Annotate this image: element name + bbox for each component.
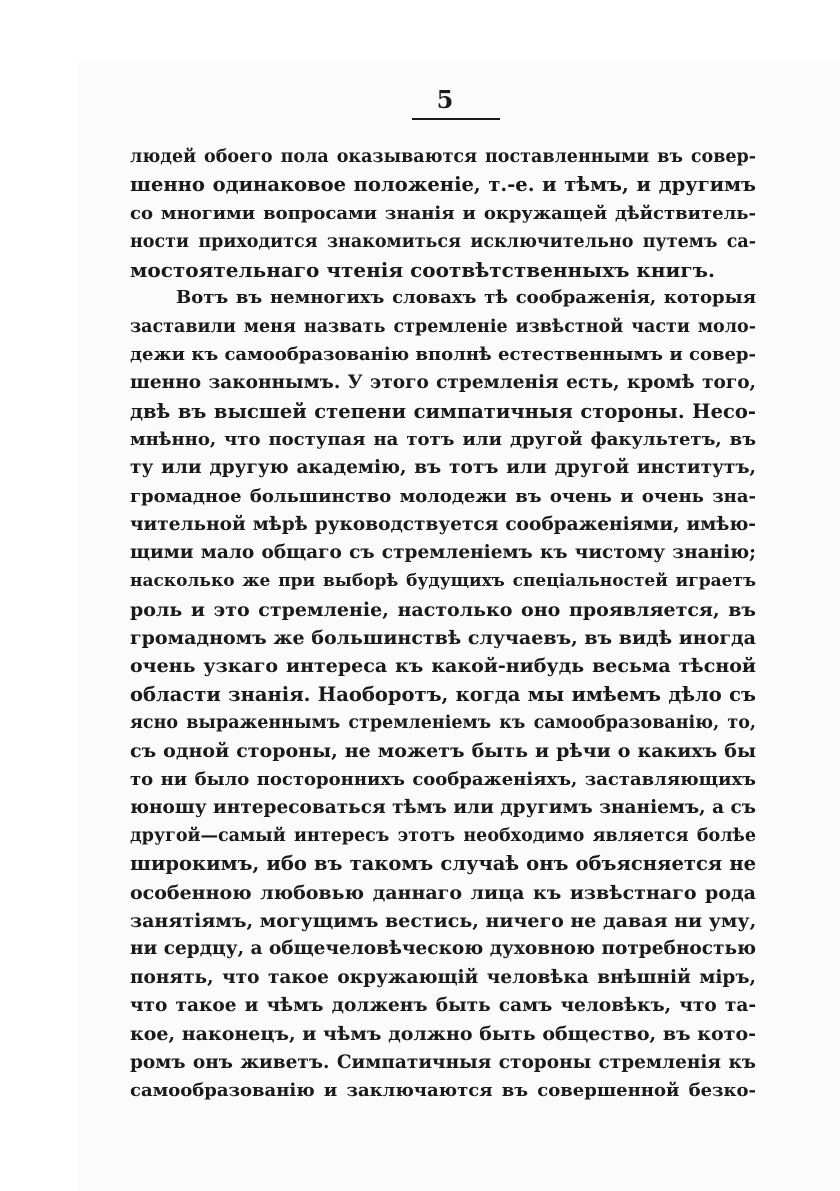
text-line: Вотъ въ немногихъ словахъ тѣ соображенія, которыя	[176, 287, 756, 309]
text-line: широкимъ, ибо въ такомъ случаѣ онъ объясняется не	[130, 852, 756, 876]
text-line: роль и это стремленіе, настолько оно проявляется, въ	[130, 598, 756, 621]
text-line: двѣ въ высшей степени симпатичныя стороны. Несо-	[130, 399, 756, 423]
text-line: дежи къ самообразованію вполнѣ естественнымъ и совер-	[130, 344, 756, 366]
text-line: шенно одинаковое положеніе, т.-е. и тѣмъ, и другимъ	[130, 173, 756, 197]
text-line: ясно выраженнымъ стремленіемъ къ самообразованію, то,	[130, 712, 756, 733]
page-number: 5	[436, 85, 454, 114]
text-line: со многими вопросами знанія и окружащей дѣйствитель-	[130, 202, 756, 224]
text-line: насколько же при выборѣ будущихъ спеціальностей играетъ	[130, 571, 756, 592]
text-line: кое, наконецъ, и чѣмъ должно быть общество, въ кото-	[130, 1023, 756, 1046]
text-line: съ одной стороны, не можетъ быть и рѣчи о какихъ бы	[130, 740, 756, 763]
text-line: ности приходится знакомиться исключительно путемъ са-	[130, 231, 756, 252]
text-line: мнѣнно, что поступая на тотъ или другой факультетъ, въ	[130, 428, 756, 450]
page-number-rule	[412, 118, 500, 120]
text-line: ромъ онъ живетъ. Симпатичныя стороны стремленія къ	[130, 1051, 756, 1073]
body-text	[130, 143, 756, 1105]
text-line: понять, что такое окружающій человѣка внѣшній міръ,	[130, 966, 756, 988]
text-line: ту или другую академію, въ тотъ или другой институтъ,	[130, 457, 756, 479]
text-line: занятіямъ, могущимъ вестись, ничего не давая ни уму,	[130, 910, 757, 933]
text-line: громадное большинство молодежи въ очень и очень зна-	[130, 485, 756, 507]
text-line: шенно законнымъ. У этого стремленія есть, кромѣ того,	[130, 372, 756, 394]
text-line: людей обоего пола оказываются поставленными въ совер-	[130, 147, 756, 167]
text-line: щими мало общаго съ стремленіемъ къ чистому знанію;	[130, 542, 756, 564]
text-line: заставили меня назвать стремленіе извѣстной части моло-	[130, 316, 756, 337]
text-line: другой—самый интересъ этотъ необходимо является болѣе	[130, 826, 756, 847]
text-line: чительной мѣрѣ руководствуется соображеніями, имѣю-	[130, 513, 756, 535]
text-line: юношу интересоваться тѣмъ или другимъ знаніемъ, а съ	[130, 796, 756, 818]
text-line: громадномъ же большинствѣ случаевъ, въ видѣ иногда	[130, 627, 756, 650]
text-line: то ни было постороннихъ соображеніяхъ, заставляющихъ	[130, 768, 756, 790]
text-line: области знанія. Наоборотъ, когда мы имѣемъ дѣло съ	[130, 682, 756, 706]
text-line: ни сердцу, а общечеловѣческою духовною потребностью	[130, 938, 756, 960]
text-line: что такое и чѣмъ долженъ быть самъ человѣкъ, что та-	[130, 994, 756, 1016]
text-line: очень узкаго интереса къ какой-нибудь весьма тѣсной	[130, 655, 756, 678]
text-line: мостоятельнаго чтенія соотвѣтственныхъ книгъ.	[130, 258, 715, 283]
text-line: самообразованію и заключаются въ совершенной безко-	[130, 1079, 756, 1101]
text-line: особенною любовью даннаго лица къ извѣстнаго рода	[130, 881, 756, 904]
